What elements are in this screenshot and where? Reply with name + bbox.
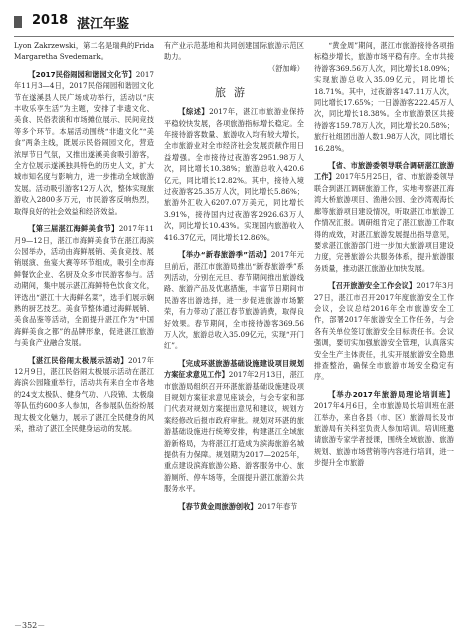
article-paragraph	[314, 40, 454, 154]
article-body: 有产业示范基地和共同创建国际旅游示范区助力。	[164, 41, 304, 62]
article-paragraph	[164, 249, 304, 352]
article-paragraph	[14, 40, 154, 63]
column-2	[164, 40, 304, 512]
article-body: “黄金周”期间，湛江市旅游接待各项指标稳步增长，旅游市场平稳有序。全市共接待游客369.56万人次，同比增长18.09%；实现旅游总收入35.09亿元，同比增长18.71%。其中，过夜游客147.11万人次，同比增长17.65%；一日游游客222.45万人次，同比增长18.38%。全市旅游景区共接待游客159.78万人次，同比增长20.58%；旅行社组团出游人数1.98万人次，同比增长16.28%。	[314, 41, 454, 153]
article-paragraph	[14, 355, 154, 435]
column-1	[14, 40, 154, 434]
article-body: Lyon Zakrzewski，第二名是瑞典的Frida Margaretha Svedemark。	[14, 41, 154, 62]
article-body: 2017年春节	[257, 501, 298, 511]
section-heading: 旅游	[215, 86, 253, 100]
article-heading: 【第三届湛江海鲜美食节】	[28, 224, 119, 234]
column-3	[314, 40, 454, 469]
article-heading: 【省、市旅游委领导联合调研湛江旅游工作】	[314, 161, 454, 182]
yearbook-year: 2018	[32, 13, 69, 28]
article-body: 2017年11月9—12日，湛江市海鲜美食节在湛江海滨公园举办，活动由海鲜展销、美食竞技、展销展演、鱼宴大赛等环节组成，吸引全市海鲜餐饮企业、名厨及众多市民游客参与。活动期间，集中展示湛江海鲜特色饮食文化，评选出“湛江十大海鲜名菜”，选手们展示娴熟的厨艺技艺。美食节整体通过海鲜展销、美食品鉴等活动，全面提升湛江作为“中国海鲜美食之都”的品牌形象，促进湛江旅游与美食产业融合发展。	[14, 224, 154, 348]
article-paragraph	[164, 358, 304, 495]
article-paragraph	[314, 160, 454, 274]
article-body: 2017年3月27日，湛江市召开2017年度旅游安全工作会议，会议总结2016年全市旅游安全工作，部署2017年旅游安全工作任务，与会各有关单位签订旅游安全目标责任书。会议强调，要切实加强旅游安全管理，认真落实安全生产主体责任，扎实开展旅游安全隐患排查整治，确保全市旅游市场安全稳定有序。	[314, 281, 454, 382]
yearbook-title: 湛江年鉴	[77, 17, 130, 32]
article-heading: 【春节黄金周旅游创收】	[178, 501, 258, 511]
article-paragraph	[314, 280, 454, 383]
article-body: 2017年元旦前后，湛江市旅游局推出“新春旅游季”系列活动，分别在元旦、春节期间推出旅游线路、旅游产品及优惠措施，丰富节日期间市民游客出游选择，进一步促进旅游市场繁荣，有力带动了湛江春节旅游消费，取得良好效果。春节期间，全市接待游客369.56万人次，旅游总收入35.09亿元，实现“开门红”。	[164, 250, 304, 351]
article-heading: 【举办2017年旅游局理论培训班】	[328, 389, 454, 399]
article-heading: 【综述】	[178, 107, 210, 117]
article-paragraph	[314, 389, 454, 469]
page-number: －352－	[14, 621, 46, 630]
header-block-mark	[14, 16, 22, 28]
article-body: 2017年5月25日，省、市旅游委领导联合到湛江调研旅游工作，实地考察湛江海湾大桥旅游项目、渔港公园、金沙湾观海长廊等旅游项目建设情况，听取湛江市旅游工作情况汇报。调研组肯定了湛江旅游工作取得的成效，对湛江旅游发展提出指导意见，要求湛江旅游部门进一步加大旅游项目建设力度，完善旅游公共服务体系，提升旅游服务质量，推动湛江旅游业加快发展。	[314, 172, 454, 273]
article-body: 2017年，湛江市旅游业保持平稳较快发展，各项旅游指标增长稳定。全年接待游客数量、旅游收入均有较大增长，全市旅游业对全市经济社会发展贡献作用日益增强。全市接待过夜游客2951.98万人次，同比增长10.38%；旅游总收入420.6亿元，同比增长12.82%。其中，接待入境过夜游客25.35万人次，同比增长5.86%；旅游外汇收入6207.07万美元，同比增长3.91%，接待国内过夜游客2926.63万人次，同比增长10.43%。实现国内旅游收入416.37亿元，同比增长12.86%。	[164, 107, 304, 242]
article-body: 2017年11月3—4日，2017民俗闹园和谐园文化节在遂溪县人民广场成功举行，活动以“庆丰收乐享生活”为主题，安排了非遗文化、美食、民俗表演和市场摊位展示、民间竞技等多个环节。本届活动围绕“非遗文化”“美食”两条主线，既展示民俗闹园文化，营造浓厚节日气氛，又推出遂溪美食吸引游客，全方位展示遂溪独具特色的历史人文，扩大城市知名度与影响力，进一步推动全域旅游发展。活动吸引游客12万人次，整体实现旅游收入2800多万元，市民游客反响热烈，取得良好的社会效益和经济效益。	[14, 69, 154, 216]
article-heading: 【召开旅游安全工作会议】	[328, 281, 417, 291]
article-heading: 【完成环湛旅游基础设施建设项目规划方案征求意见工作】	[164, 358, 304, 380]
source-attribution: （舒加峰）	[268, 63, 304, 73]
article-heading: 【举办“新春旅游季”活动】	[178, 250, 271, 260]
article-heading: 【2017民俗闹园和谐园文化节】	[28, 69, 136, 79]
article-heading: 【湛江民俗闹太极展示活动】	[28, 355, 129, 365]
header-rule	[14, 36, 454, 37]
article-paragraph	[164, 40, 304, 63]
article-body: 2017年12月9日，湛江民俗闹太极展示活动在湛江海滨公园隆重举行，活动共有来自全市各地的24支太极队、健身气功、八段锦、太极扇等队伍约600多人参加，各参展队伍纷纷展现太极文化魅力，展示了湛江全民健身的风采，推动了湛江全民健身运动的发展。	[14, 355, 154, 433]
article-paragraph	[164, 501, 304, 512]
article-paragraph	[14, 223, 154, 348]
article-paragraph	[14, 69, 154, 217]
article-body: 2017年2月13日，湛江市旅游局组织召开环湛旅游基础设施建设项目规划方案征求意见座谈会，与会专家和部门代表对规划方案提出意见和建议，规划方案经修改后报市政府审批。规划对环湛的旅游基础设施进行统筹安排，构建湛江全域旅游新格局，为将湛江打造成为滨海旅游名城提供有力保障。规划期为2017—2025年，重点建设滨海旅游公路、游客服务中心、旅游厕所、停车场等，全面提升湛江旅游公共服务水平。	[164, 370, 304, 494]
article-body: 2017年4月6日，全市旅游局长培训班在湛江举办，来自各县（市、区）旅游局长及市旅游局有关科室负责人参加培训。培训班邀请旅游专家学者授课，围绕全域旅游、旅游规划、旅游市场营销等内容进行培训，进一步提升全市旅游	[314, 401, 454, 468]
page-header	[14, 12, 454, 34]
article-paragraph	[164, 106, 304, 243]
